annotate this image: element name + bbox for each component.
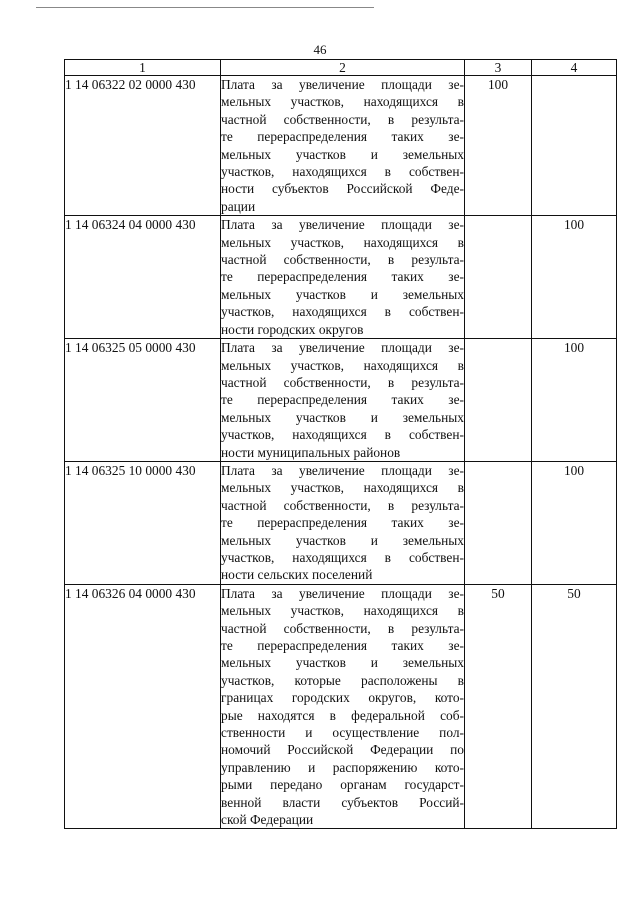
revenue-code-cell: 1 14 06326 04 0000 430	[65, 584, 221, 829]
value-col-4-cell	[532, 76, 617, 216]
revenue-name-line: те перераспределения таких зе-	[221, 638, 464, 653]
revenue-name-line: номочий Российской Федерации по	[221, 742, 464, 758]
header-col-2: 2	[221, 60, 465, 76]
revenue-name-line: рыми передано органам государст-	[221, 777, 464, 793]
revenue-name-line: Плата за увеличение площади зе-	[221, 217, 464, 233]
revenue-name-line: те перераспределения таких зе-	[221, 392, 464, 408]
revenue-name-line: Плата за увеличение площади зе-	[221, 340, 464, 356]
revenue-code-cell: 1 14 06322 02 0000 430	[65, 76, 221, 216]
value-col-3-cell	[465, 461, 532, 584]
table-row	[65, 76, 617, 216]
revenue-name-line: те перераспределения таких зе-	[221, 129, 464, 145]
table-row	[65, 339, 617, 462]
revenue-name-cell	[221, 76, 465, 216]
page-number: 46	[313, 42, 327, 57]
header-col-1: 1	[65, 60, 221, 76]
revenue-name-cell	[221, 339, 465, 462]
value-col-4-cell: 100	[532, 461, 617, 584]
value-col-3-cell	[465, 216, 532, 339]
revenue-name-line: ности субъектов Российской Феде-	[221, 181, 464, 197]
value-col-3-cell	[465, 339, 532, 462]
table-row	[65, 216, 617, 339]
revenue-name-line: частной собственности, в результа-	[221, 111, 464, 127]
revenue-name-line: мельных участков и земельных	[221, 655, 464, 671]
header-col-4: 4	[532, 60, 617, 76]
revenue-name-line: венной власти субъектов Россий-	[221, 794, 464, 810]
revenue-name-cell	[221, 461, 465, 584]
revenue-name-line: Плата за увеличение площади зе-	[221, 585, 464, 601]
revenue-name-line: те перераспределения таких зе-	[221, 269, 464, 285]
value-col-3-cell: 100	[465, 76, 532, 216]
revenue-name-line: мельных участков и земельных	[221, 532, 464, 548]
revenue-code-cell: 1 14 06325 10 0000 430	[65, 461, 221, 584]
revenue-name-line: Плата за увеличение площади зе-	[221, 462, 464, 478]
revenue-name-line: мельных участков и земельных	[221, 409, 464, 425]
revenue-name-line: ственности и осуществление пол-	[221, 725, 464, 741]
revenue-name-cell	[221, 216, 465, 339]
table-row	[65, 584, 617, 829]
table-header-row	[65, 60, 617, 76]
revenue-table	[64, 59, 617, 829]
revenue-name-line: частной собственности, в результа-	[221, 252, 464, 268]
revenue-name-line: частной собственности, в результа-	[221, 620, 464, 636]
value-col-4-cell: 50	[532, 584, 617, 829]
revenue-name-line: рации	[221, 198, 256, 214]
revenue-name-line: ской Федерации	[221, 812, 314, 828]
revenue-name-line: участков, находящихся в собствен-	[221, 549, 464, 565]
revenue-name-line: мельных участков и земельных	[221, 146, 464, 162]
revenue-name-line: те перераспределения таких зе-	[221, 515, 464, 531]
revenue-name-line: ности городских округов	[221, 321, 364, 337]
value-col-3-cell: 50	[465, 584, 532, 829]
revenue-name-line: мельных участков, находящихся в	[221, 480, 464, 496]
table-body	[65, 76, 617, 829]
revenue-name-line: мельных участков, находящихся в	[221, 357, 464, 373]
revenue-name-line: участков, находящихся в собствен-	[221, 304, 464, 320]
revenue-name-line: Плата за увеличение площади зе-	[221, 77, 464, 92]
revenue-name-line: границах городских округов, кото-	[221, 690, 464, 706]
revenue-name-line: ности сельских поселений	[221, 567, 373, 583]
revenue-code-cell: 1 14 06325 05 0000 430	[65, 339, 221, 462]
revenue-name-line: рые находятся в федеральной соб-	[221, 707, 464, 723]
value-col-4-cell: 100	[532, 339, 617, 462]
revenue-name-line: частной собственности, в результа-	[221, 374, 464, 390]
revenue-name-line: участков, находящихся в собствен-	[221, 164, 464, 180]
revenue-name-line: частной собственности, в результа-	[221, 497, 464, 513]
header-col-3: 3	[465, 60, 532, 76]
revenue-name-line: мельных участков, находящихся в	[221, 234, 464, 250]
value-col-4-cell: 100	[532, 216, 617, 339]
revenue-name-line: мельных участков, находящихся в	[221, 603, 464, 619]
revenue-name-line: управлению и распоряжению кото-	[221, 759, 464, 775]
top-rule	[36, 7, 374, 8]
revenue-name-line: мельных участков, находящихся в	[221, 94, 464, 110]
revenue-code-cell: 1 14 06324 04 0000 430	[65, 216, 221, 339]
revenue-name-cell	[221, 584, 465, 829]
revenue-name-line: участков, находящихся в собствен-	[221, 427, 464, 443]
table-row	[65, 461, 617, 584]
revenue-name-line: участков, которые расположены в	[221, 672, 464, 688]
revenue-name-line: мельных участков и земельных	[221, 286, 464, 302]
revenue-name-line: ности муниципальных районов	[221, 444, 401, 460]
